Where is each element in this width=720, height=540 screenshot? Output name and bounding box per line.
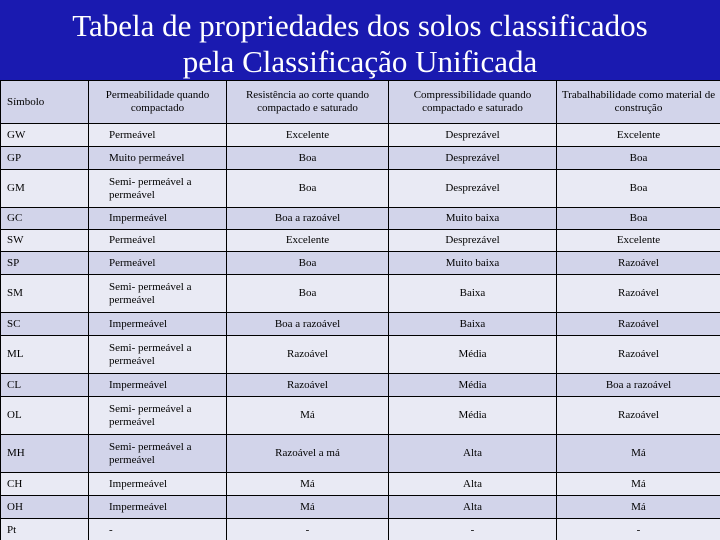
table-cell: SW [1, 230, 89, 252]
table-cell: CH [1, 473, 89, 496]
table-cell: Boa [227, 170, 389, 208]
table-cell: Semi- permeável a permeável [89, 435, 227, 473]
table-cell: Boa [227, 252, 389, 275]
table-cell: ML [1, 336, 89, 374]
table-cell: Permeável [89, 252, 227, 275]
table-row [1, 252, 720, 275]
table-cell: Desprezável [389, 124, 557, 147]
slide-title-line-1: Tabela de propriedades dos solos classificados [72, 8, 648, 43]
soil-properties-table [0, 80, 720, 540]
table-cell: Razoável [227, 374, 389, 397]
table-cell: Média [389, 336, 557, 374]
table-cell: Alta [389, 435, 557, 473]
table-cell: Semi- permeável a permeável [89, 275, 227, 313]
table-cell: Média [389, 397, 557, 435]
table-cell: - [227, 519, 389, 540]
table-cell: SM [1, 275, 89, 313]
table-cell: Boa [227, 147, 389, 170]
table-cell: Muito permeável [89, 147, 227, 170]
table-cell: Razoável [557, 275, 720, 313]
table-cell: CL [1, 374, 89, 397]
table-cell: Impermeável [89, 496, 227, 519]
table-cell: Pt [1, 519, 89, 540]
table-cell: OL [1, 397, 89, 435]
table-cell: Boa a razoável [557, 374, 720, 397]
table-cell: Alta [389, 473, 557, 496]
table-cell: GC [1, 208, 89, 230]
table-cell: Má [557, 435, 720, 473]
table-row [1, 336, 720, 374]
table-cell: Permeável [89, 124, 227, 147]
table-cell: - [389, 519, 557, 540]
table-cell: - [557, 519, 720, 540]
table-cell: Razoável [557, 252, 720, 275]
table-body [1, 81, 720, 540]
table-cell: Impermeável [89, 208, 227, 230]
table-cell: Excelente [227, 124, 389, 147]
table-cell: Desprezável [389, 147, 557, 170]
table-row [1, 519, 720, 540]
slide-title [0, 8, 720, 80]
table-row [1, 230, 720, 252]
table-row [1, 313, 720, 336]
table-cell: MH [1, 435, 89, 473]
table-cell: Má [557, 496, 720, 519]
soil-properties-table-container [0, 80, 720, 540]
table-cell: SC [1, 313, 89, 336]
table-cell: Impermeável [89, 374, 227, 397]
table-cell: Boa a razoável [227, 208, 389, 230]
table-row [1, 435, 720, 473]
table-row [1, 397, 720, 435]
table-cell: Excelente [557, 230, 720, 252]
table-cell: Permeável [89, 230, 227, 252]
table-cell: Semi- permeável a permeável [89, 170, 227, 208]
header-cell-compressibility: Compressibilidade quando compactado e saturado [389, 81, 557, 124]
table-cell: Desprezável [389, 230, 557, 252]
table-cell: Razoável [557, 336, 720, 374]
table-cell: Boa [557, 170, 720, 208]
header-cell-permeability: Permeabilidade quando compactado [89, 81, 227, 124]
table-row [1, 374, 720, 397]
table-cell: GP [1, 147, 89, 170]
table-cell: GW [1, 124, 89, 147]
table-cell: Boa [557, 208, 720, 230]
table-cell: Impermeável [89, 473, 227, 496]
table-row [1, 473, 720, 496]
table-cell: Alta [389, 496, 557, 519]
table-row [1, 275, 720, 313]
slide-title-line-2: pela Classificação Unificada [182, 44, 538, 79]
table-cell: Semi- permeável a permeável [89, 397, 227, 435]
table-row [1, 208, 720, 230]
table-cell: Desprezável [389, 170, 557, 208]
table-row [1, 124, 720, 147]
table-cell: Semi- permeável a permeável [89, 336, 227, 374]
table-cell: Muito baixa [389, 252, 557, 275]
table-cell: Razoável [557, 313, 720, 336]
table-cell: Excelente [227, 230, 389, 252]
header-cell-workability: Trabalhabilidade como material de construção [557, 81, 720, 124]
table-cell: Má [557, 473, 720, 496]
header-cell-shear-strength: Resistência ao corte quando compactado e saturado [227, 81, 389, 124]
table-row [1, 496, 720, 519]
table-cell: Muito baixa [389, 208, 557, 230]
table-cell: Excelente [557, 124, 720, 147]
table-cell: SP [1, 252, 89, 275]
header-cell-symbol: Símbolo [1, 81, 89, 124]
table-cell: Razoável [557, 397, 720, 435]
table-cell: Baixa [389, 313, 557, 336]
table-cell: Má [227, 496, 389, 519]
table-cell: Média [389, 374, 557, 397]
table-cell: Boa [227, 275, 389, 313]
table-row [1, 170, 720, 208]
table-header-row [1, 81, 720, 124]
table-cell: Impermeável [89, 313, 227, 336]
table-cell: Baixa [389, 275, 557, 313]
table-row [1, 147, 720, 170]
table-cell: Razoável a má [227, 435, 389, 473]
table-cell: Má [227, 473, 389, 496]
table-cell: Razoável [227, 336, 389, 374]
table-cell: Boa [557, 147, 720, 170]
table-cell: Má [227, 397, 389, 435]
table-cell: OH [1, 496, 89, 519]
table-cell: - [89, 519, 227, 540]
table-cell: GM [1, 170, 89, 208]
table-cell: Boa a razoável [227, 313, 389, 336]
